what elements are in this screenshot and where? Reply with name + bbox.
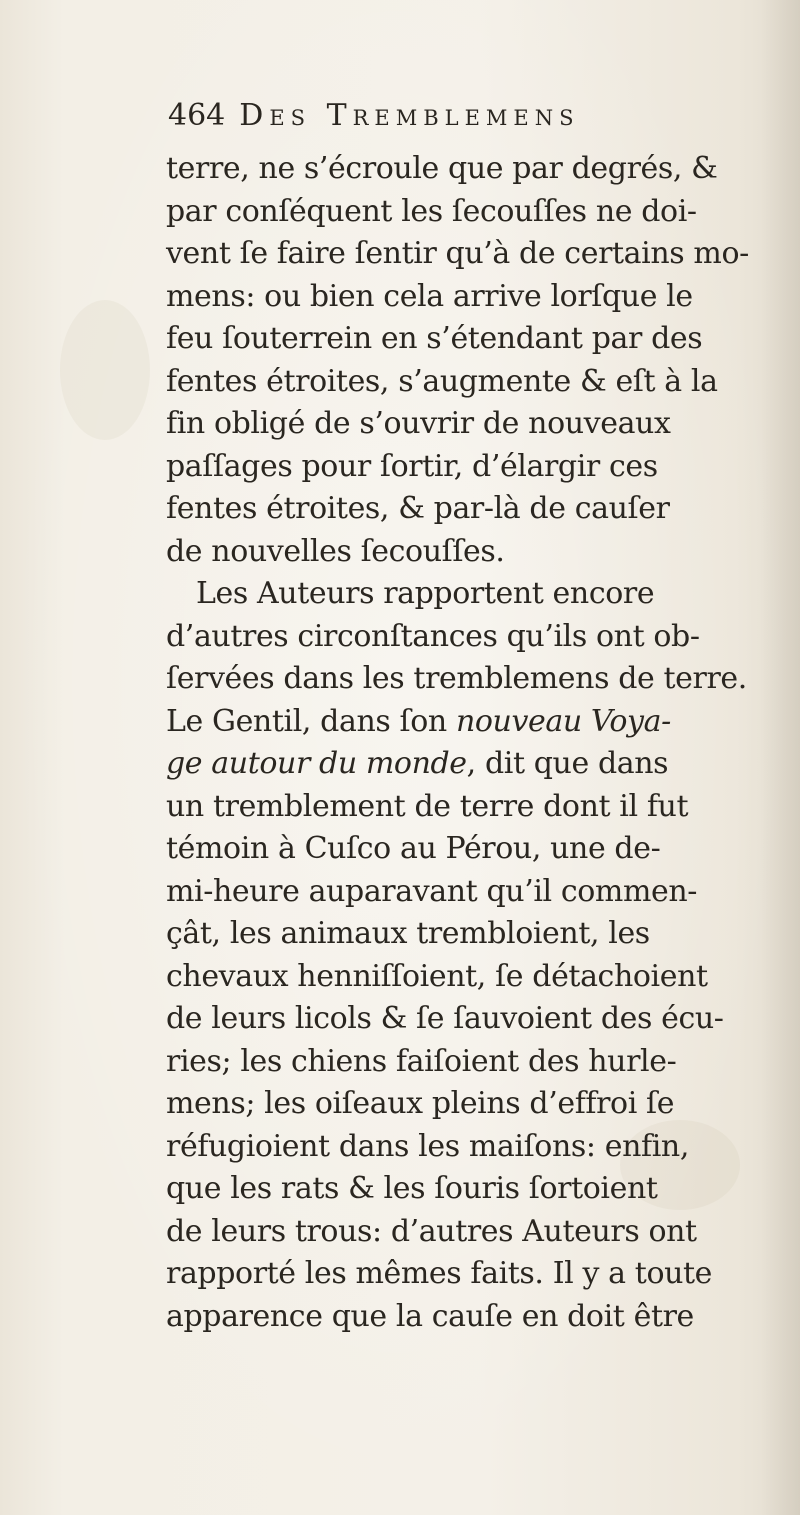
text-line <box>166 361 800 404</box>
text-line <box>166 276 800 319</box>
text-segment: mi-heure auparavant qu’il commen- <box>166 873 698 909</box>
text-line <box>166 233 800 276</box>
text-line <box>166 1253 800 1296</box>
text-line <box>166 743 800 786</box>
text-segment: vent ſe faire ſentir qu’à de certains mo- <box>166 236 749 271</box>
text-segment: que les rats & les ſouris ſortoient <box>166 1171 658 1206</box>
text-segment: fentes étroites, & par-là de cauſer <box>166 491 670 526</box>
text-line <box>166 956 800 999</box>
text-line <box>166 403 800 446</box>
text-segment: réfugioient dans les maiſons: enfin, <box>166 1128 689 1164</box>
text-segment: mens; les oiſeaux pleins d’effroi ſe <box>166 1086 675 1121</box>
text-segment: un tremblement de terre dont il fut <box>166 788 689 824</box>
text-segment: par conſéquent les ſecouſſes ne doi- <box>166 193 697 229</box>
text-segment: çât, les animaux trembloient, les <box>166 916 650 951</box>
text-segment: ſervées dans les tremblemens de terre. <box>166 661 747 696</box>
text-segment: Le Gentil, dans ſon <box>166 703 456 739</box>
italic-text: ge autour du monde <box>166 746 467 781</box>
text-line <box>166 1168 800 1211</box>
italic-text: nouveau Voya- <box>455 703 671 739</box>
text-line <box>166 148 800 191</box>
text-line <box>166 1211 800 1254</box>
text-segment: ries; les chiens faiſoient des hurle- <box>166 1043 677 1079</box>
running-header <box>168 98 658 148</box>
text-line <box>166 191 800 234</box>
text-line <box>166 913 800 956</box>
text-line <box>166 871 800 914</box>
text-segment: , dit que dans <box>466 746 669 781</box>
text-line <box>166 616 800 659</box>
paper-stain <box>60 300 150 440</box>
text-line <box>166 488 800 531</box>
text-segment: rapporté les mêmes faits. Il y a toute <box>166 1256 713 1291</box>
text-segment: terre, ne s’écroule que par degrés, & <box>166 151 718 186</box>
text-line <box>166 318 800 361</box>
text-line <box>166 573 800 616</box>
body-text <box>166 148 800 1338</box>
text-segment: de nouvelles ſecouſſes. <box>166 533 505 569</box>
text-line <box>166 998 800 1041</box>
text-segment: fin obligé de s’ouvrir de nouveaux <box>166 406 671 441</box>
text-segment: Les Auteurs rapportent encore <box>196 576 655 611</box>
text-segment: d’autres circonſtances qu’ils ont ob- <box>166 618 700 654</box>
text-segment: mens: ou bien cela arrive lorſque le <box>166 278 693 314</box>
running-title: Des Tremblemens <box>239 98 580 133</box>
text-line <box>166 828 800 871</box>
text-line <box>166 701 800 744</box>
text-segment: de leurs licols & ſe ſauvoient des écu- <box>166 1001 724 1036</box>
text-line <box>166 1296 800 1339</box>
text-segment: feu ſouterrein en s’étendant par des <box>166 321 703 356</box>
text-segment: fentes étroites, s’augmente & eſt à la <box>166 363 718 399</box>
text-line <box>166 786 800 829</box>
text-segment: témoin à Cuſco au Pérou, une de- <box>166 831 661 866</box>
text-segment: de leurs trous: d’autres Auteurs ont <box>166 1213 697 1249</box>
text-segment: apparence que la cauſe en doit être <box>166 1298 694 1334</box>
text-segment: chevaux henniſſoient, ſe détachoient <box>166 958 708 994</box>
text-line <box>166 446 800 489</box>
text-line <box>166 1083 800 1126</box>
text-line <box>166 1126 800 1169</box>
text-line <box>166 531 800 574</box>
page-number: 464 <box>168 98 226 133</box>
text-line <box>166 1041 800 1084</box>
text-line <box>166 658 800 701</box>
text-segment: paſſages pour ſortir, d’élargir ces <box>166 448 658 484</box>
